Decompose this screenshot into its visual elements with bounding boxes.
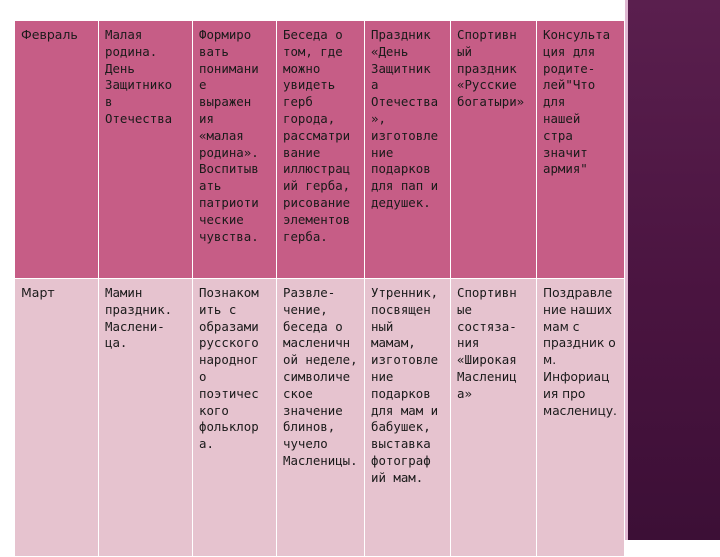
cell-activity: Беседа о том, где можно увидеть герб города, рассматри вание иллюстрац ий герба, рисование элементов герба. [277, 21, 365, 279]
cell-topic: Малая родина. День Защитнико в Отечества [99, 21, 193, 279]
cell-event: Утренник, посвящен ный мамам, изготовле ние подарков для мам и бабушек, выставка фотограф ий мам. [365, 279, 451, 557]
sidebar-divider [625, 0, 628, 540]
table-row-february [15, 21, 625, 279]
cell-month: Февраль [15, 21, 99, 279]
cell-goal: Формиро вать понимани е выражен ия «малая родина». Воспитыв ать патриоти ческие чувства. [193, 21, 277, 279]
cell-event: Праздник «День Защитник а Отечества », изготовле ние подарков для пап и дедушек. [365, 21, 451, 279]
cell-topic: Мамин праздник. Маслени-ца. [99, 279, 193, 557]
cell-activity: Развле- чение, беседа о масленичн ой неделе, символиче ское значение блинов, чучело Масленицы. [277, 279, 365, 557]
cell-parents: Поздравле ние наших мам с праздник о м. Инфориац ия про масленицу. [537, 279, 625, 557]
plan-table-container [14, 20, 624, 530]
cell-goal: Познаком ить с образами русского народнoг о поэтичес кого фольклор а. [193, 279, 277, 557]
cell-sport: Спортивн ые состяза- ния «Широкая Маслениц а» [451, 279, 537, 557]
decorative-sidebar [625, 0, 720, 540]
cell-month: Март [15, 279, 99, 557]
cell-parents: Консульта ция для родите- лей"Что для нашей стра значит армия" [537, 21, 625, 279]
cell-sport: Спортивн ый праздник «Русские богатыри» [451, 21, 537, 279]
plan-table [14, 20, 625, 557]
table-row-march [15, 279, 625, 557]
